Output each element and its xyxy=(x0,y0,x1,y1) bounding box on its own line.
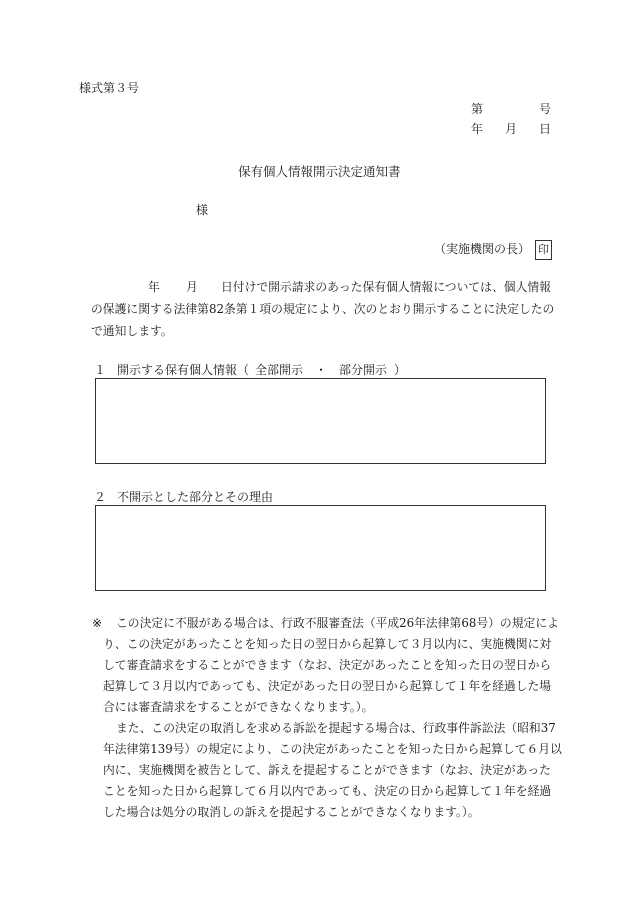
section1-number: １ xyxy=(94,363,107,377)
note-p1-line: 起算して３月以内であっても、決定があった日の翌日から起算して１年を経過した場 xyxy=(103,679,552,693)
date-year: 年 xyxy=(471,122,484,136)
section1-box xyxy=(95,378,546,464)
section2-label: 不開示とした部分とその理由 xyxy=(117,490,274,504)
doc-number-prefix: 第 xyxy=(471,102,484,116)
note-mark: ※ xyxy=(92,616,102,630)
note-p1-line: この決定に不服がある場合は、行政不服審査法（平成26年法律第68号）の規定によ xyxy=(116,616,559,630)
note-p2-line: した場合は処分の取消しの訴えを提起することができなくなります。）。 xyxy=(103,805,480,819)
date-day: 日 xyxy=(539,122,552,136)
issuer: （実施機関の長） xyxy=(434,242,531,256)
option-separator: ・ xyxy=(315,363,328,377)
addressee: 様 xyxy=(196,203,209,217)
intro-month: 月 xyxy=(186,280,198,294)
intro-year: 年 xyxy=(148,280,160,294)
intro-line2: の保護に関する法律第82条第１項の規定により、次のとおり開示することに決定したの xyxy=(91,302,555,316)
seal-stamp: 印 xyxy=(535,240,552,260)
option-partial-disclosure: 部分開示 xyxy=(339,363,388,377)
note-p1-line: 合には審査請求をすることができなくなります。）。 xyxy=(103,700,374,714)
note-p1-line: して審査請求をすることができます（なお、決定があったことを知った日の翌日から xyxy=(103,658,552,672)
section1-close: ） xyxy=(394,363,407,377)
note-p2-line: 年法律第139号）の規定により、この決定があったことを知った日から起算して６月以 xyxy=(103,742,562,756)
form-number: 様式第３号 xyxy=(79,81,140,95)
doc-number-suffix: 号 xyxy=(539,102,552,116)
intro-line3: で通知します。 xyxy=(91,324,173,338)
note-p2-line: ことを知った日から起算して６月以内であっても、決定の日から起算して１年を経過 xyxy=(103,784,552,798)
intro-line1: 日付けで開示請求のあった保有個人情報については、個人情報 xyxy=(221,280,551,294)
note-p1-line: り、この決定があったことを知った日の翌日から起算して３月以内に、実施機関に対 xyxy=(103,637,552,651)
document-title: 保有個人情報開示決定通知書 xyxy=(238,164,401,179)
note-p2-line: 内に、実施機関を被告として、訴えを提起することができます（なお、決定があった xyxy=(103,763,551,777)
date-month: 月 xyxy=(505,122,518,136)
note-p2-line: また、この決定の取消しを求める訴訟を提起する場合は、行政事件訴訟法（昭和37 xyxy=(116,721,556,735)
section2-number: ２ xyxy=(94,490,107,504)
section1-label: 開示する保有個人情報（ xyxy=(117,363,250,377)
section2-box xyxy=(95,505,546,591)
option-full-disclosure: 全部開示 xyxy=(255,363,304,377)
